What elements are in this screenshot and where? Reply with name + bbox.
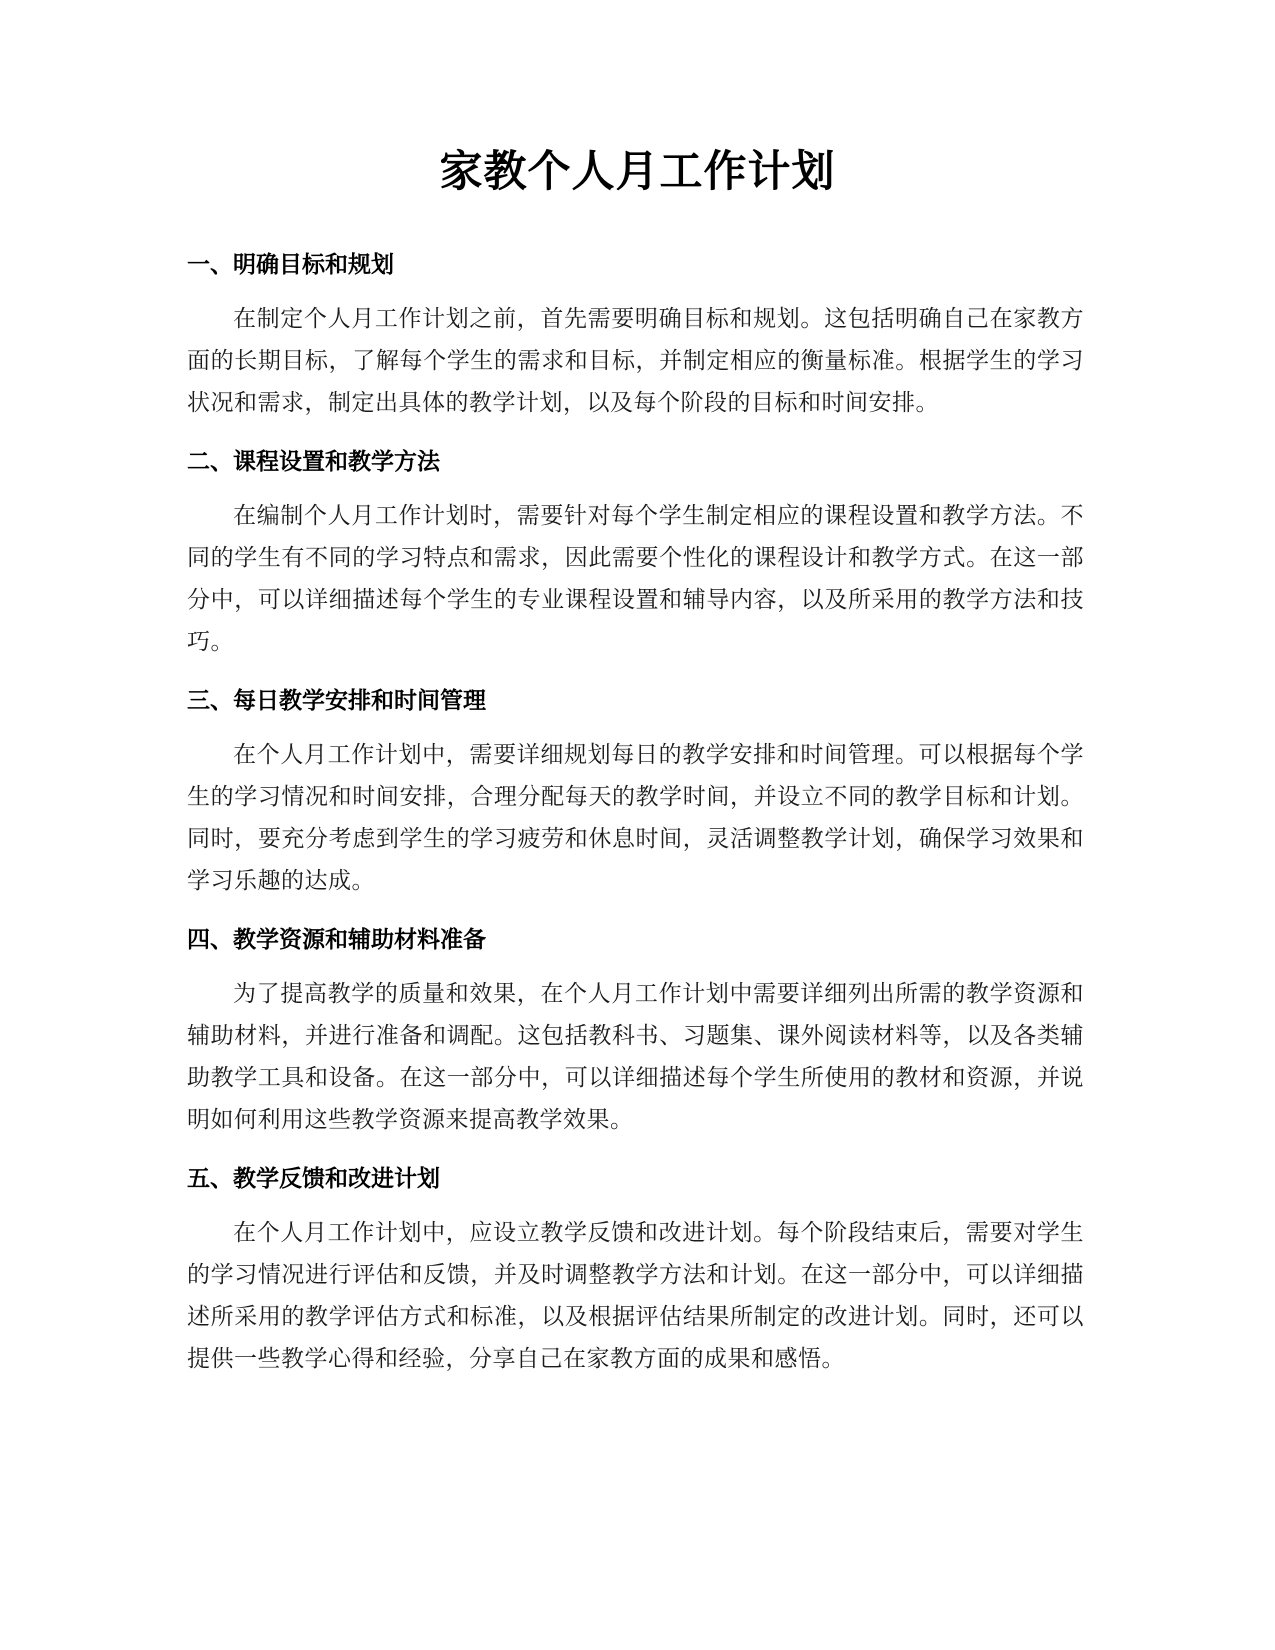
- section-paragraph: 为了提高教学的质量和效果，在个人月工作计划中需要详细列出所需的教学资源和辅助材料，并进行准备和调配。这包括教科书、习题集、课外阅读材料等，以及各类辅助教学工具和设备。在这一部分中，可以详细描述每个学生所使用的教材和资源，并说明如何利用这些教学资源来提高教学效果。: [187, 981, 1084, 1133]
- document-content: [187, 240, 1084, 1393]
- section-heading: 二、课程设置和教学方法: [187, 449, 440, 475]
- section-5: [187, 1154, 1084, 1380]
- document-title: 家教个人月工作计划: [439, 147, 836, 197]
- section-4: [187, 915, 1084, 1141]
- section-3: [187, 676, 1084, 902]
- section-paragraph: 在编制个人月工作计划时，需要针对每个学生制定相应的课程设置和教学方法。不同的学生有不同的学习特点和需求，因此需要个性化的课程设计和教学方式。在这一部分中，可以详细描述每个学生的专业课程设置和辅导内容，以及所采用的教学方法和技巧。: [187, 503, 1084, 655]
- section-paragraph: 在个人月工作计划中，应设立教学反馈和改进计划。每个阶段结束后，需要对学生的学习情况进行评估和反馈，并及时调整教学方法和计划。在这一部分中，可以详细描述所采用的教学评估方式和标准，以及根据评估结果所制定的改进计划。同时，还可以提供一些教学心得和经验，分享自己在家教方面的成果和感悟。: [187, 1220, 1084, 1372]
- section-paragraph: 在制定个人月工作计划之前，首先需要明确目标和规划。这包括明确自己在家教方面的长期目标，了解每个学生的需求和目标，并制定相应的衡量标准。根据学生的学习状况和需求，制定出具体的教学计划，以及每个阶段的目标和时间安排。: [187, 306, 1084, 416]
- section-2: [187, 437, 1084, 663]
- section-heading: 四、教学资源和辅助材料准备: [187, 927, 486, 953]
- section-1: [187, 240, 1084, 424]
- section-heading: 五、教学反馈和改进计划: [187, 1166, 440, 1192]
- section-paragraph: 在个人月工作计划中，需要详细规划每日的教学安排和时间管理。可以根据每个学生的学习情况和时间安排，合理分配每天的教学时间，并设立不同的教学目标和计划。同时，要充分考虑到学生的学习疲劳和休息时间，灵活调整教学计划，确保学习效果和学习乐趣的达成。: [187, 742, 1084, 894]
- section-heading: 一、明确目标和规划: [187, 252, 394, 278]
- section-heading: 三、每日教学安排和时间管理: [187, 688, 486, 714]
